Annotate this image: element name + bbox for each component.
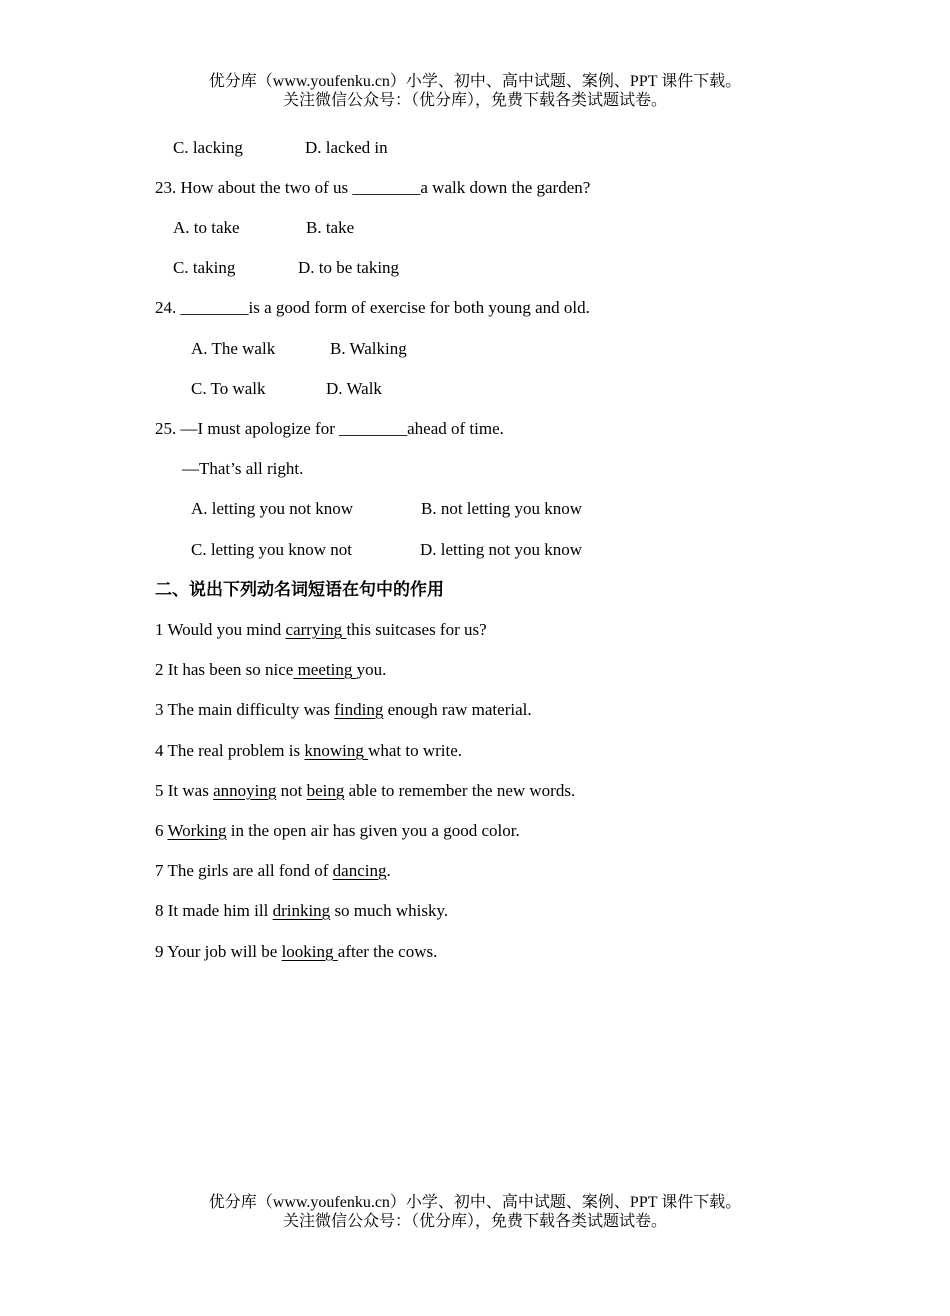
q22-option-d: D. lacked in xyxy=(305,138,388,157)
underlined-phrase: finding xyxy=(334,700,384,719)
item-text: so much whisky. xyxy=(330,901,449,920)
section-2-item-4 xyxy=(155,741,462,761)
section-2-item-2 xyxy=(155,660,386,680)
q25-option-c: C. letting you know not xyxy=(191,540,353,559)
underlined-phrase: carrying xyxy=(285,620,347,639)
q22-option-c: C. lacking xyxy=(173,138,243,157)
section-2-title: 二、说出下列动名词短语在句中的作用 xyxy=(155,580,444,600)
item-text: 2 It has been so nice xyxy=(155,660,294,679)
underlined-phrase: drinking xyxy=(272,901,331,920)
item-text: not xyxy=(276,781,307,800)
item-text: in the open air has given you a good color. xyxy=(226,821,520,840)
q23-option-c: C. taking xyxy=(173,258,236,277)
underlined-phrase: annoying xyxy=(213,781,277,800)
q23-option-d: D. to be taking xyxy=(298,258,400,277)
q25-option-a: A. letting you not know xyxy=(191,499,353,518)
underlined-phrase: knowing xyxy=(304,741,369,760)
footer-line-2: 关注微信公众号：（优分库），免费下载各类试题试卷。 xyxy=(282,1213,667,1230)
section-2-item-7 xyxy=(155,861,391,881)
q23-stem: 23. How about the two of us ________a walk down the garden? xyxy=(155,178,591,197)
item-text: what to write. xyxy=(368,741,463,760)
underlined-phrase: Working xyxy=(167,821,227,840)
item-text: 8 It made him ill xyxy=(155,901,273,920)
section-2-item-5 xyxy=(155,781,575,801)
item-text: 7 The girls are all fond of xyxy=(155,861,333,880)
section-2-item-8 xyxy=(155,901,448,921)
underlined-phrase: meeting xyxy=(293,660,357,679)
underlined-phrase: being xyxy=(306,781,345,800)
item-text: 4 The real problem is xyxy=(155,741,305,760)
q23-option-b: B. take xyxy=(306,218,355,237)
q25-reply: —That’s all right. xyxy=(182,459,304,478)
underlined-phrase: looking xyxy=(281,942,338,961)
q25-option-d: D. letting not you know xyxy=(420,540,582,559)
item-text: 9 Your job will be xyxy=(155,942,282,961)
item-text: 3 The main difficulty was xyxy=(155,700,335,719)
item-text: this suitcases for us? xyxy=(346,620,487,639)
item-text: after the cows. xyxy=(337,942,438,961)
q25-option-b: B. not letting you know xyxy=(421,499,583,518)
q25-stem: 25. —I must apologize for ________ahead of time. xyxy=(155,419,504,438)
underlined-phrase: dancing xyxy=(332,861,387,880)
section-2-item-9 xyxy=(155,942,437,962)
item-text: able to remember the new words. xyxy=(344,781,576,800)
item-text: enough raw material. xyxy=(383,700,532,719)
item-text: . xyxy=(386,861,391,880)
item-text: 6 xyxy=(155,821,168,840)
q24-option-c: C. To walk xyxy=(191,379,266,398)
q24-option-a: A. The walk xyxy=(191,339,276,358)
item-text: 5 It was xyxy=(155,781,214,800)
item-text: 1 Would you mind xyxy=(155,620,286,639)
header-line-2: 关注微信公众号：（优分库），免费下载各类试题试卷。 xyxy=(282,92,667,109)
item-text: you. xyxy=(356,660,387,679)
q24-option-d: D. Walk xyxy=(326,379,382,398)
section-2-item-3 xyxy=(155,700,532,720)
q24-stem: 24. ________is a good form of exercise for both young and old. xyxy=(155,298,590,317)
section-2-item-6 xyxy=(155,821,520,841)
q24-option-b: B. Walking xyxy=(330,339,407,358)
footer-line-1: 优分库（www.youfenku.cn）小学、初中、高中试题、案例、PPT 课件下载。 xyxy=(208,1194,742,1211)
q23-option-a: A. to take xyxy=(173,218,240,237)
header-line-1: 优分库（www.youfenku.cn）小学、初中、高中试题、案例、PPT 课件下载。 xyxy=(208,73,742,90)
section-2-item-1 xyxy=(155,620,487,640)
